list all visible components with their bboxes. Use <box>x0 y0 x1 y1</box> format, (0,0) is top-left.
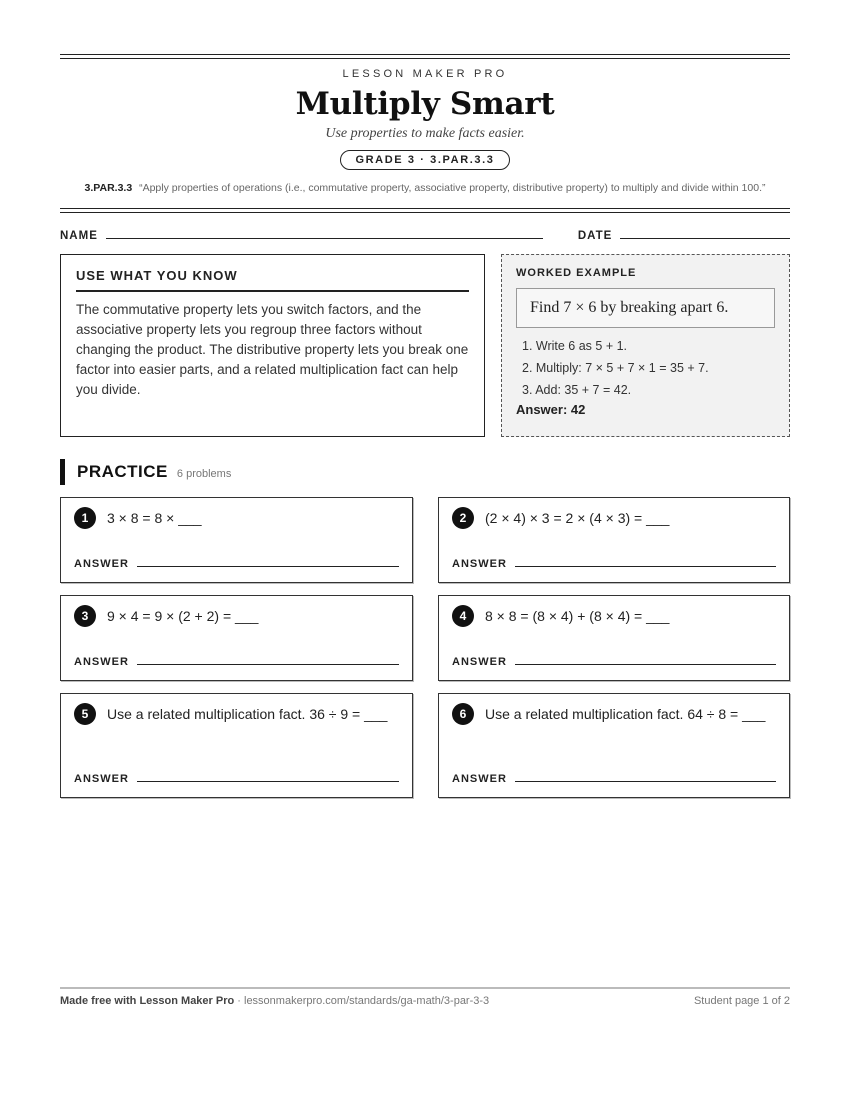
answer-label: ANSWER <box>452 773 507 785</box>
answer-label: ANSWER <box>452 656 507 668</box>
answer-line[interactable] <box>137 781 399 782</box>
answer-label: ANSWER <box>74 558 129 570</box>
intro-boxes <box>60 254 790 437</box>
question-row <box>452 706 776 727</box>
problem-card-3 <box>60 595 413 681</box>
problem-text: Use a related multiplication fact. 36 ÷ 9 = ___ <box>107 706 388 722</box>
problem-number-badge: 6 <box>452 703 474 725</box>
answer-row <box>74 773 399 785</box>
problem-card-1 <box>60 497 413 583</box>
problem-text: 9 × 4 = 9 × (2 + 2) = ___ <box>107 608 259 624</box>
example-step: 3. Add: 35 + 7 = 42. <box>522 383 632 397</box>
example-steps <box>516 335 775 401</box>
example-step: 1. Write 6 as 5 + 1. <box>522 339 628 353</box>
problem-number-badge: 2 <box>452 507 474 529</box>
practice-title: PRACTICE <box>77 462 168 481</box>
problem-number-badge: 1 <box>74 507 96 529</box>
use-what-you-know-box <box>60 254 485 437</box>
date-field-line[interactable] <box>620 238 790 239</box>
problem-number-badge: 5 <box>74 703 96 725</box>
footer-made-with: Made free with Lesson Maker Pro <box>60 995 235 1007</box>
answer-row <box>452 558 776 570</box>
problem-text: (2 × 4) × 3 = 2 × (4 × 3) = ___ <box>485 510 670 526</box>
practice-count: 6 problems <box>176 468 232 480</box>
problem-card-2 <box>438 497 790 583</box>
worksheet-page <box>60 54 790 798</box>
name-label: NAME <box>60 230 98 242</box>
worksheet-title: Multiply Smart <box>295 86 555 122</box>
standard-code: 3.PAR.3.3 <box>84 182 133 194</box>
answer-row <box>452 773 776 785</box>
answer-line[interactable] <box>137 664 399 665</box>
problem-card-4 <box>438 595 790 681</box>
answer-row <box>452 656 776 668</box>
standard-text: “Apply properties of operations (i.e., commutative property, associative property, distributive property) to multiply and divide within 100.” <box>139 182 766 194</box>
footer-page-number: Student page 1 of 2 <box>693 995 790 1007</box>
date-label: DATE <box>577 230 613 242</box>
grade-badge: GRADE 3 · 3.PAR.3.3 <box>340 150 509 170</box>
page-footer <box>60 987 790 1007</box>
answer-line[interactable] <box>137 566 399 567</box>
problem-card-6 <box>438 693 790 798</box>
worksheet-header <box>60 68 790 196</box>
question-row <box>74 510 399 531</box>
answer-line[interactable] <box>515 781 776 782</box>
problem-number-badge: 4 <box>452 605 474 627</box>
question-row <box>452 608 776 629</box>
worksheet-subtitle: Use properties to make facts easier. <box>325 126 525 141</box>
practice-heading <box>60 459 790 485</box>
top-double-rule <box>60 54 790 59</box>
question-row <box>74 706 399 727</box>
worked-example-box <box>501 254 790 437</box>
answer-row <box>74 558 399 570</box>
answer-label: ANSWER <box>74 773 129 785</box>
example-step: 2. Multiply: 7 × 5 + 7 × 1 = 35 + 7. <box>522 361 709 375</box>
problem-text: Use a related multiplication fact. 64 ÷ 8 = ___ <box>485 706 766 722</box>
answer-line[interactable] <box>515 566 776 567</box>
footer-credit <box>60 995 489 1007</box>
answer-label: ANSWER <box>74 656 129 668</box>
standard-description <box>60 180 790 196</box>
answer-label: ANSWER <box>452 558 507 570</box>
answer-line[interactable] <box>515 664 776 665</box>
brand-name: LESSON MAKER PRO <box>342 68 508 80</box>
name-date-row <box>60 230 790 242</box>
problem-text: 3 × 8 = 8 × ___ <box>107 510 202 526</box>
know-title: USE WHAT YOU KNOW <box>76 268 469 292</box>
practice-grid <box>60 497 790 798</box>
question-row <box>452 510 776 531</box>
problem-number-badge: 3 <box>74 605 96 627</box>
example-problem: Find 7 × 6 by breaking apart 6. <box>516 288 775 328</box>
problem-text: 8 × 8 = (8 × 4) + (8 × 4) = ___ <box>485 608 670 624</box>
header-bottom-double-rule <box>60 208 790 213</box>
question-row <box>74 608 399 629</box>
example-title: WORKED EXAMPLE <box>516 267 637 279</box>
name-field-line[interactable] <box>106 238 543 239</box>
example-answer: Answer: 42 <box>516 402 586 417</box>
footer-url[interactable]: · lessonmakerpro.com/standards/ga-math/3-par-3-3 <box>234 995 490 1007</box>
problem-card-5 <box>60 693 413 798</box>
answer-row <box>74 656 399 668</box>
know-text: The commutative property lets you switch factors, and the associative property lets you regroup three factors without changing the product. The distributive property lets you break one factor into easier parts, and a related multiplication fact can help you divide. <box>76 302 469 397</box>
